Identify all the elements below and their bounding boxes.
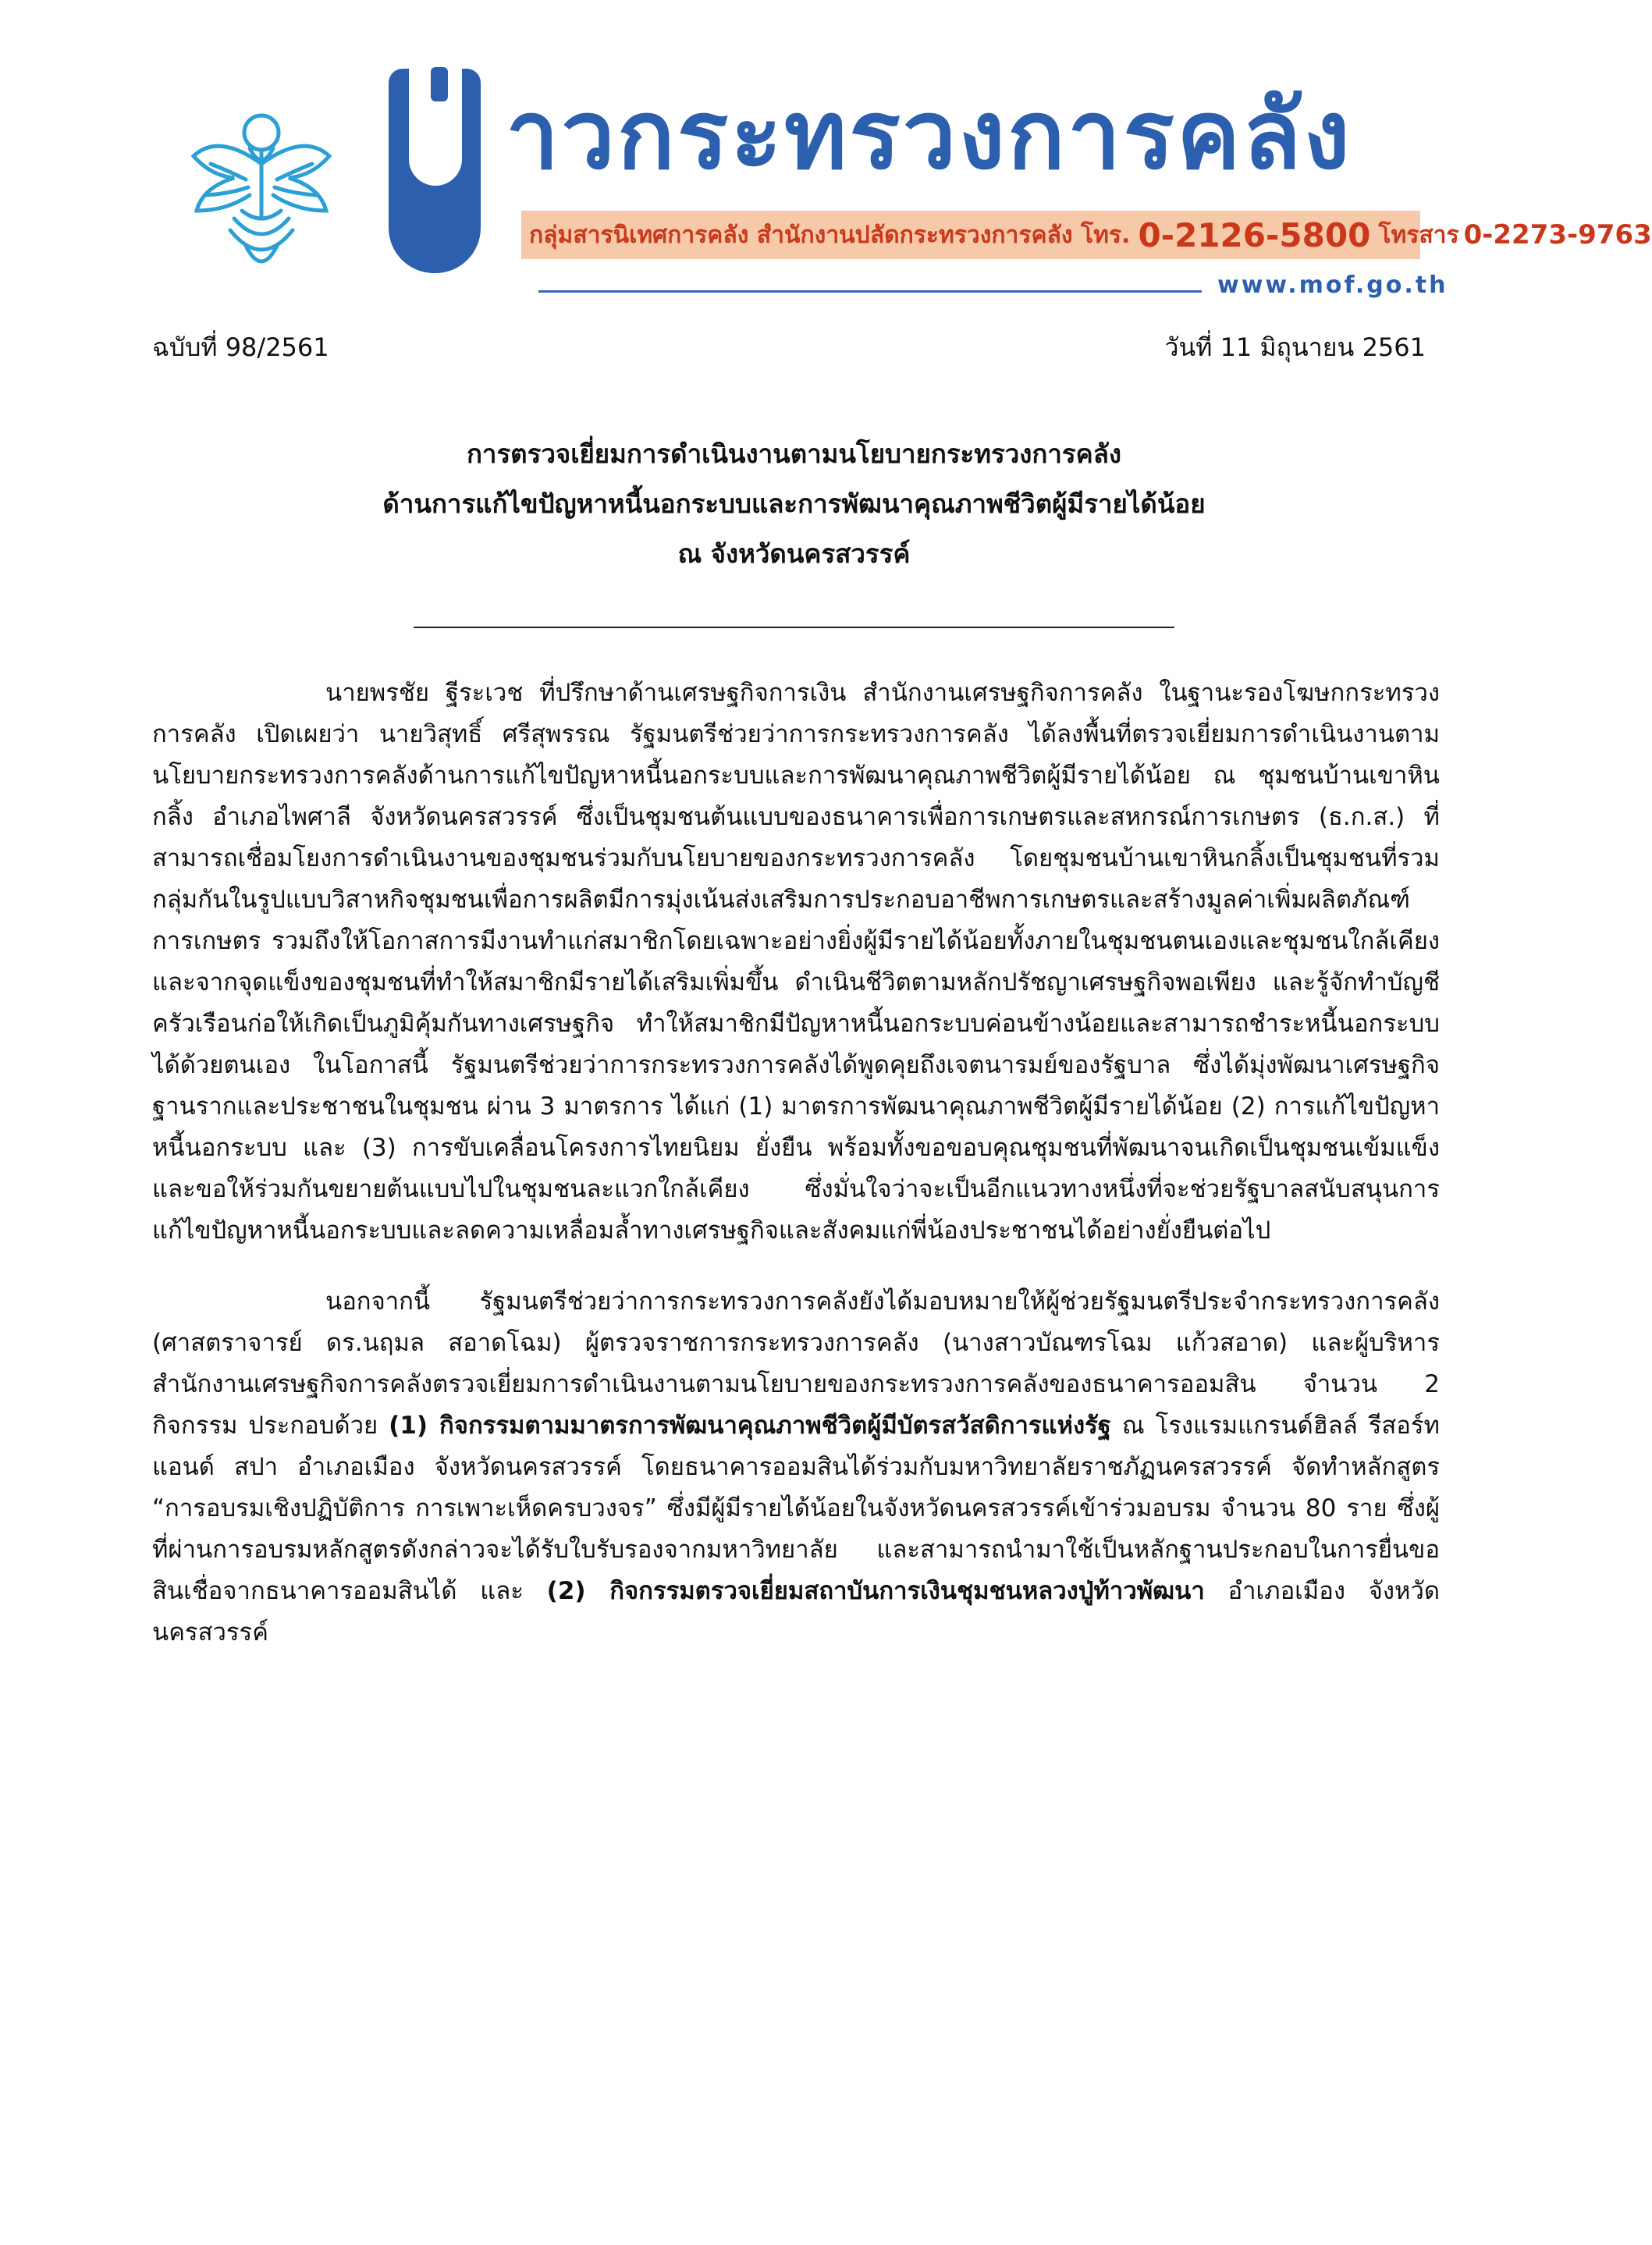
- issue-date: วันที่ 11 มิถุนายน 2561: [1164, 332, 1426, 362]
- fax-number: 0-2273-9763: [1463, 219, 1652, 250]
- paragraph-1: นายพรชัย ฐีระเวช ที่ปรึกษาด้านเศรษฐกิจการเงิน สำนักงานเศรษฐกิจการคลัง ในฐานะรองโฆษกกระทรวงการคลัง เปิดเผยว่า นายวิสุทธิ์ ศรีสุพรรณ รัฐมนตรีช่วยว่าการกระทรวงการคลัง ได้ลงพื้นที่ตรวจเยี่ยมการดำเนินงานตามนโยบายกระทรวงการคลังด้านการแก้ไขปัญหาหนี้นอกระบบและการพัฒนาคุณภาพชีวิตผู้มีรายได้น้อย ณ ชุมชนบ้านเขาหินกลิ้ง อำเภอไพศาลี จังหวัดนครสวรรค์ ซึ่งเป็นชุมชนต้นแบบของธนาคารเพื่อการเกษตรและสหกรณ์การเกษตร (ธ.ก.ส.) ที่สามารถเชื่อมโยงการดำเนินงานของชุมชนร่วมกับนโยบายของกระทรวงการคลัง โดยชุมชนบ้านเขาหินกลิ้งเป็นชุมชนที่รวมกลุ่มกันในรูปแบบวิสาหกิจชุมชนเพื่อการผลิตมีการมุ่งเน้นส่งเสริมการประกอบอาชีพการเกษตรและสร้างมูลค่าเพิ่มผลิตภัณฑ์การเกษตร รวมถึงให้โอกาสการมีงานทำแก่สมาชิกโดยเฉพาะอย่างยิ่งผู้มีรายได้น้อยทั้งภายในชุมชนตนเองและชุมชนใกล้เคียง และจากจุดแข็งของชุมชนที่ทำให้สมาชิกมีรายได้เสริมเพิ่มขึ้น ดำเนินชีวิตตามหลักปรัชญาเศรษฐกิจพอเพียง และรู้จักทำบัญชีครัวเรือนก่อให้เกิดเป็นภูมิคุ้มกันทางเศรษฐกิจ ทำให้สมาชิกมีปัญหาหนี้นอกระบบค่อนข้างน้อยและสามารถชำระหนี้นอกระบบได้ด้วยตนเอง ในโอกาสนี้ รัฐมนตรีช่วยว่าการกระทรวงการคลังได้พูดคุยถึงเจตนารมย์ของรัฐบาล ซึ่งได้มุ่งพัฒนาเศรษฐกิจฐานรากและประชาชนในชุมชน ผ่าน 3 มาตรการ ได้แก่ (1) มาตรการพัฒนาคุณภาพชีวิตผู้มีรายได้น้อย (2) การแก้ไขปัญหาหนี้นอกระบบ และ (3) การขับเคลื่อนโครงการไทยนิยม ยั่งยืน พร้อมทั้งขอขอบคุณชุมชนที่พัฒนาจนเกิดเป็นชุมชนเข้มแข็ง และขอให้ร่วมกันขยายต้นแบบไปในชุมชนละแวกใกล้เคียง ซึ่งมั่นใจว่าจะเป็นอีกแนวทางหนึ่งที่จะช่วยรัฐบาลสนับสนุนการแก้ไขปัญหาหนี้นอกระบบและลดความเหลื่อมล้ำทางเศรษฐกิจและสังคมแก่พี่น้องประชาชนได้อย่างยั่งยืนต่อไป: [152, 679, 1440, 1245]
- fax-label: โทรสาร: [1378, 221, 1459, 249]
- activity-2-heading: (2) กิจกรรมตรวจเยี่ยมสถาบันการเงินชุมชนหลวงปู่ท้าวพัฒนา: [546, 1577, 1205, 1605]
- activity-1-detail: ณ โรงแรมแกรนด์ฮิลล์ รีสอร์ท แอนด์ สปา อำเภอเมือง จังหวัดนครสวรรค์ โดยธนาคารออมสินได้ร่วมกับมหาวิทยาลัยราชภัฏนครสวรรค์ จัดทำหลักสูตร “การอบรมเชิงปฏิบัติการ การเพาะเห็ดครบวงจร” ซึ่งมีผู้มีรายได้น้อยในจังหวัดนครสวรรค์เข้าร่วมอบรม จำนวน 80 ราย ซึ่งผู้ที่ผ่านการอบรมหลักสูตรดังกล่าวจะได้รับใบรับรองจากมหาวิทยาลัย และสามารถนำมาใช้เป็นหลักฐานประกอบในการยื่นขอสินเชื่อจากธนาคารออมสินได้ และ: [152, 1412, 1440, 1605]
- title-line-1: การตรวจเยี่ยมการดำเนินงานตามนโยบายกระทรวงการคลัง: [466, 439, 1122, 469]
- title-line-3: ณ จังหวัดนครสวรรค์: [677, 538, 911, 569]
- masthead-title: าวกระทรวงการคลัง: [506, 80, 1352, 190]
- article-body: [152, 673, 1440, 1654]
- activity-2-location: อำเภอเมือง จังหวัดนครสวรรค์: [152, 1577, 1440, 1646]
- paragraph-2: [152, 1281, 1440, 1654]
- office-name: กลุ่มสารนิเทศการคลัง สำนักงานปลัดกระทรวงการคลัง: [529, 221, 1073, 249]
- phone-number: 0-2126-5800: [1138, 215, 1371, 254]
- paragraph-2-intro: นอกจากนี้ รัฐมนตรีช่วยว่าการกระทรวงการคลังยังได้มอบหมายให้ผู้ช่วยรัฐมนตรีประจำกระทรวงการคลัง (ศาสตราจารย์ ดร.นฤมล สอาดโฉม) ผู้ตรวจราชการกระทรวงการคลัง (นางสาวบัณฑรโฉม แก้วสอาด) และผู้บริหารสำนักงานเศรษฐกิจการคลังตรวจเยี่ยมการดำเนินงานตามนโยบายของกระทรวงการคลังของธนาคารออมสิน จำนวน 2 กิจกรรม ประกอบด้วย: [152, 1288, 1440, 1440]
- header-divider: [538, 290, 1202, 293]
- contact-band: [521, 211, 1652, 259]
- title-underline: [414, 627, 1174, 628]
- title-line-2: ด้านการแก้ไขปัญหาหนี้นอกระบบและการพัฒนาคุณภาพชีวิตผู้มีรายได้น้อย: [382, 488, 1206, 519]
- activity-1-heading: (1) กิจกรรมตามมาตรการพัฒนาคุณภาพชีวิตผู้มีบัตรสวัสดิการแห่งรัฐ: [389, 1412, 1111, 1440]
- phone-label: โทร.: [1081, 221, 1131, 249]
- press-release-title: [0, 429, 1588, 579]
- website-url: www.mof.go.th: [1217, 272, 1448, 299]
- masthead-tone-mark: [431, 67, 448, 101]
- garuda-emblem-icon: [187, 101, 336, 281]
- issue-number: ฉบับที่ 98/2561: [152, 332, 329, 362]
